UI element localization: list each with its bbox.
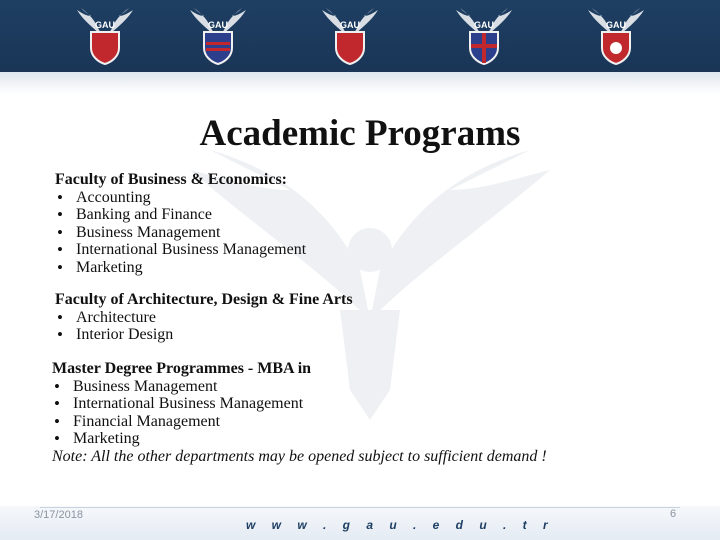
list-item: • International Business Management (55, 241, 306, 259)
svg-text:GAU: GAU (208, 20, 228, 30)
list-item: • Accounting (55, 189, 306, 207)
svg-text:GAU: GAU (474, 20, 494, 30)
list-item: • Architecture (55, 309, 353, 327)
page-title: Academic Programs (199, 113, 521, 154)
section-architecture (55, 291, 353, 344)
section-business (55, 171, 306, 276)
list-item: • Interior Design (55, 326, 353, 344)
slide-date: 3/17/2018 (34, 509, 83, 521)
section-mba (52, 360, 547, 465)
list-item: • Marketing (55, 259, 306, 277)
list-item: • Marketing (52, 430, 547, 448)
footer-divider (40, 507, 680, 508)
crest-flag-icon (188, 8, 248, 66)
program-list (55, 309, 353, 344)
website-url: w w w . g a u . e d u . t r (246, 518, 555, 532)
list-item: • Business Management (52, 378, 547, 396)
section-heading: Master Degree Programmes - MBA in (52, 360, 312, 377)
header-banner (0, 0, 720, 72)
list-item: • Financial Management (52, 413, 547, 431)
section-heading: Faculty of Architecture, Design & Fine Arts (55, 291, 353, 308)
svg-text:GAU: GAU (606, 20, 626, 30)
crest-red-icon (586, 8, 646, 66)
program-list (52, 378, 547, 448)
page-number: 6 (670, 508, 677, 520)
header-fade (0, 72, 720, 94)
crest-cross-icon (454, 8, 514, 66)
program-list (55, 189, 306, 277)
list-item: • Banking and Finance (55, 206, 306, 224)
crest-red-icon (320, 8, 380, 66)
list-item: • Business Management (55, 224, 306, 242)
footnote: Note: All the other departments may be opened subject to sufficient demand ! (52, 447, 547, 465)
crest-red-icon (75, 8, 135, 66)
section-heading: Faculty of Business & Economics: (55, 171, 287, 188)
list-item: • International Business Management (52, 395, 547, 413)
svg-text:GAU: GAU (95, 20, 115, 30)
svg-text:GAU: GAU (340, 20, 360, 30)
